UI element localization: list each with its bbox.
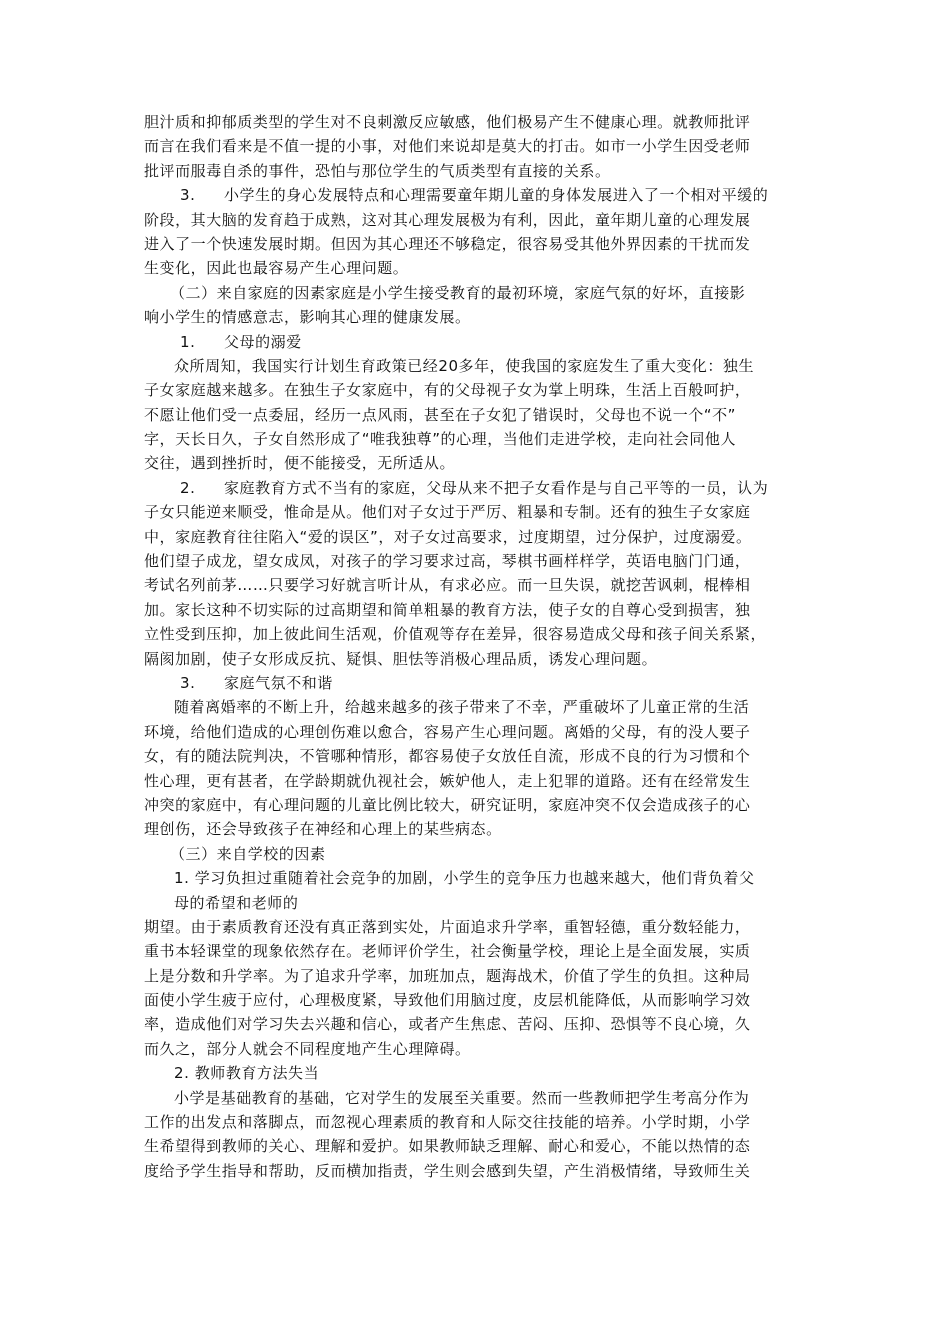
numbered-heading [144, 330, 812, 354]
text-line: 面使小学生疲于应付，心理极度紧，导致他们用脑过度，皮层机能降低，从而影响学习效 [144, 991, 751, 1010]
text-line: 女，有的随法院判决，不管哪种情形，都容易使子女放任自流，形成不良的行为习惯和个 [144, 747, 751, 766]
text-line: 环境，给他们造成的心理创伤难以愈合，容易产生心理问题。离婚的父母，有的没人要子 [144, 722, 751, 741]
text-line: 父母的溺爱 [224, 332, 302, 351]
text-line: 期望。由于素质教育还没有真正落到实处，片面追求升学率，重智轻德，重分数轻能力， [144, 917, 751, 936]
text-line: 而言在我们看来是不值一提的小事，对他们来说却是莫大的打击。如市一小学生因受老师 [144, 137, 751, 156]
item-number: 1. [180, 332, 196, 351]
section-heading: （二）来自家庭的因素家庭是小学生接受教育的最初环境，家庭气氛的好坏，直接影 [170, 283, 746, 302]
text-line: 工作的出发点和落脚点，而忽视心理素质的教育和人际交往技能的培养。小学时期，小学 [144, 1113, 751, 1132]
text-line: 立性受到压抑，加上彼此间生活观，价值观等存在差异，很容易造成父母和孩子间关系紧， [144, 625, 767, 644]
text-line: 生希望得到教师的关心、理解和爱护。如果教师缺乏理解、耐心和爱心，不能以热情的态 [144, 1137, 751, 1156]
text-line: 性心理，更有甚者，在学龄期就仇视社会，嫉妒他人，走上犯罪的道路。还有在经常发生 [144, 771, 751, 790]
paragraph-start: 众所周知，我国实行计划生育政策已经20多年，使我国的家庭发生了重大变化：独生 [174, 356, 754, 375]
text-line [144, 1183, 812, 1207]
text-line: 加。家长这种不切实际的过高期望和简单粗暴的教育方法，使子女的自尊心受到损害，独 [144, 600, 751, 619]
text-line: 而久之，部分人就会不同程度地产生心理障碍。 [144, 1039, 471, 1058]
text-line: 批评而服毒自杀的事件，恐怕与那位学生的气质类型有直接的关系。 [144, 161, 611, 180]
numbered-item: 1. 学习负担过重随着社会竞争的加剧，小学生的竞争压力也越来越大，他们背负着父 [174, 869, 755, 888]
text-line: 重书本轻课堂的现象依然存在。老师评价学生，社会衡量学校，理论上是全面发展，实质 [144, 942, 751, 961]
text-line: 响小学生的情感意志，影响其心理的健康发展。 [144, 308, 471, 327]
text-line: 字，天长日久，子女自然形成了“唯我独尊”的心理，当他们走进学校，走向社会同他人 [144, 430, 736, 449]
text-line: 子女只能逆来顺受，惟命是从。他们对子女过于严厉、粗暴和专制。还有的独生子女家庭 [144, 503, 751, 522]
document-page [144, 110, 812, 1208]
text-line: 家庭教育方式不当有的家庭，父母从来不把子女看作是与自己平等的一员，认为 [224, 478, 769, 497]
item-number: 3. [180, 186, 196, 205]
item-number: 3. [180, 673, 196, 692]
text-line: 小学生的身心发展特点和心理需要童年期儿童的身体发展进入了一个相对平缓的 [224, 186, 769, 205]
text-line: 率，造成他们对学习失去兴趣和信心，或者产生焦虑、苦闷、压抑、恐惧等不良心境，久 [144, 1015, 751, 1034]
item-number: 2. [180, 478, 196, 497]
text-line: 进入了一个快速发展时期。但因为其心理还不够稳定，很容易受其他外界因素的干扰而发 [144, 234, 751, 253]
numbered-item-continuation: 母的希望和老师的 [174, 893, 299, 912]
text-line: 阶段，其大脑的发育趋于成熟，这对其心理发展极为有利，因此，童年期儿童的心理发展 [144, 210, 751, 229]
text-line: 生变化，因此也最容易产生心理问题。 [144, 259, 409, 278]
text-line: 交往，遇到挫折时，便不能接受，无所适从。 [144, 454, 456, 473]
text-line: 上是分数和升学率。为了追求升学率，加班加点，题海战术，价值了学生的负担。这种局 [144, 966, 751, 985]
text-line: 家庭气氛不和谐 [224, 673, 333, 692]
numbered-heading: 2. 教师教育方法失当 [174, 1064, 320, 1083]
text-line: 隔阂加剧，使子女形成反抗、疑惧、胆怯等消极心理品质，诱发心理问题。 [144, 649, 658, 668]
text-line: 中，家庭教育往往陷入“爱的误区”，对子女过高要求，过度期望，过分保护，过度溺爱。 [144, 527, 752, 546]
numbered-paragraph-start [144, 476, 812, 500]
numbered-paragraph-start [144, 183, 812, 207]
text-line: 不愿让他们受一点委屈，经历一点风雨，甚至在子女犯了错误时，父母也不说一个“不” [144, 405, 736, 424]
text-line: 度给予学生指导和帮助，反而横加指责，学生则会感到失望，产生消极情绪，导致师生关 [144, 1161, 751, 1180]
paragraph-start: 小学是基础教育的基础，它对学生的发展至关重要。然而一些教师把学生考高分作为 [174, 1088, 750, 1107]
section-heading: （三）来自学校的因素 [170, 844, 326, 863]
text-line: 子女家庭越来越多。在独生子女家庭中，有的父母视子女为掌上明珠，生活上百般呵护， [144, 381, 751, 400]
text-line: 胆汁质和抑郁质类型的学生对不良刺激反应敏感，他们极易产生不健康心理。就教师批评 [144, 113, 751, 131]
text-line: 他们望子成龙，望女成凤，对孩子的学习要求过高，琴棋书画样样学，英语电脑门门通， [144, 552, 751, 571]
text-line: 考试名列前茅……只要学习好就言听计从，有求必应。而一旦失误，就挖苦讽刺，棍棒相 [144, 576, 751, 595]
text-line: 冲突的家庭中，有心理问题的儿童比例比较大，研究证明，家庭冲突不仅会造成孩子的心 [144, 795, 751, 814]
text-line: 理创伤，还会导致孩子在神经和心理上的某些病态。 [144, 820, 502, 839]
paragraph-start: 随着离婚率的不断上升，给越来越多的孩子带来了不幸，严重破坏了儿童正常的生活 [174, 698, 750, 717]
numbered-heading [144, 671, 812, 695]
